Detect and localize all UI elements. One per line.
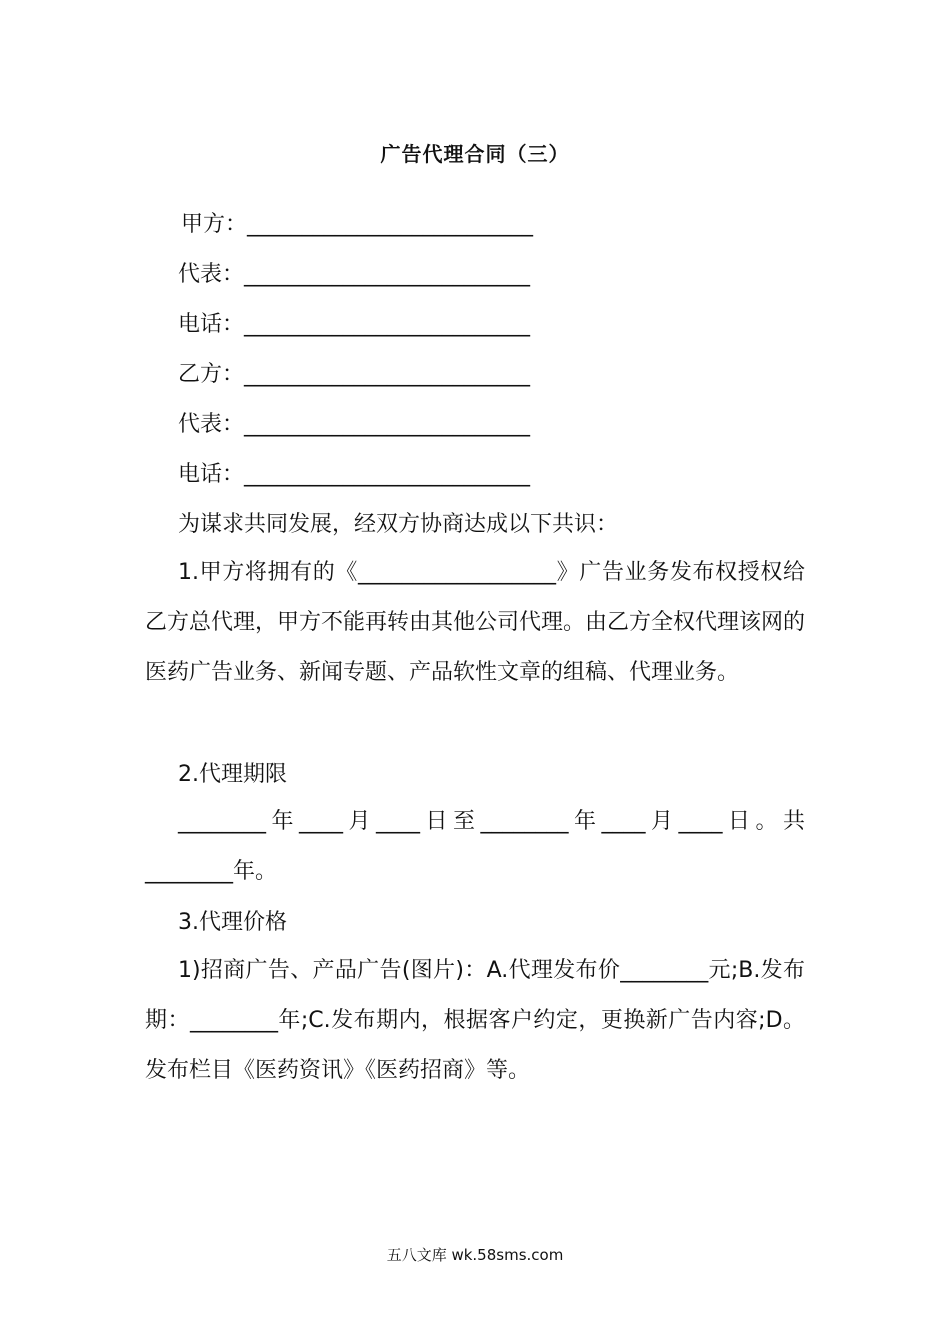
clause-3-heading: 3.代理价格 [178,910,287,935]
party-a-representative-line: 代表：__________________________ [178,262,531,287]
party-b-line: 乙方：__________________________ [178,362,531,387]
party-a-phone-line: 电话：__________________________ [178,312,531,337]
party-b-representative-line: 代表：__________________________ [178,412,531,437]
clause-2-body: ________年____月____日至________年____月____日。共________年。 [145,809,805,884]
document-title: 广告代理合同（三） [380,142,570,166]
intro-paragraph: 为谋求共同发展，经双方协商达成以下共识： [178,512,619,537]
footer-watermark: 五八文库 wk.58sms.com [386,1246,564,1264]
clause-2-heading: 2.代理期限 [178,762,287,787]
clause-1-paragraph: 1.甲方将拥有的《__________________》广告业务发布权授权给乙方总代理，甲方不能再转由其他公司代理。由乙方全权代理该网的医药广告业务、新闻专题、产品软性文章的组稿、代理业务。 [145,560,806,685]
party-a-line: 甲方：__________________________ [181,212,534,237]
party-b-phone-line: 电话：__________________________ [178,462,531,487]
clause-3-item-1: 1)招商广告、产品广告(图片)：A.代理发布价________元;B.发布期：________年;C.发布期内，根据客户约定，更换新广告内容;D。发布栏目《医药资讯》《医药招商》等。 [145,958,805,1083]
